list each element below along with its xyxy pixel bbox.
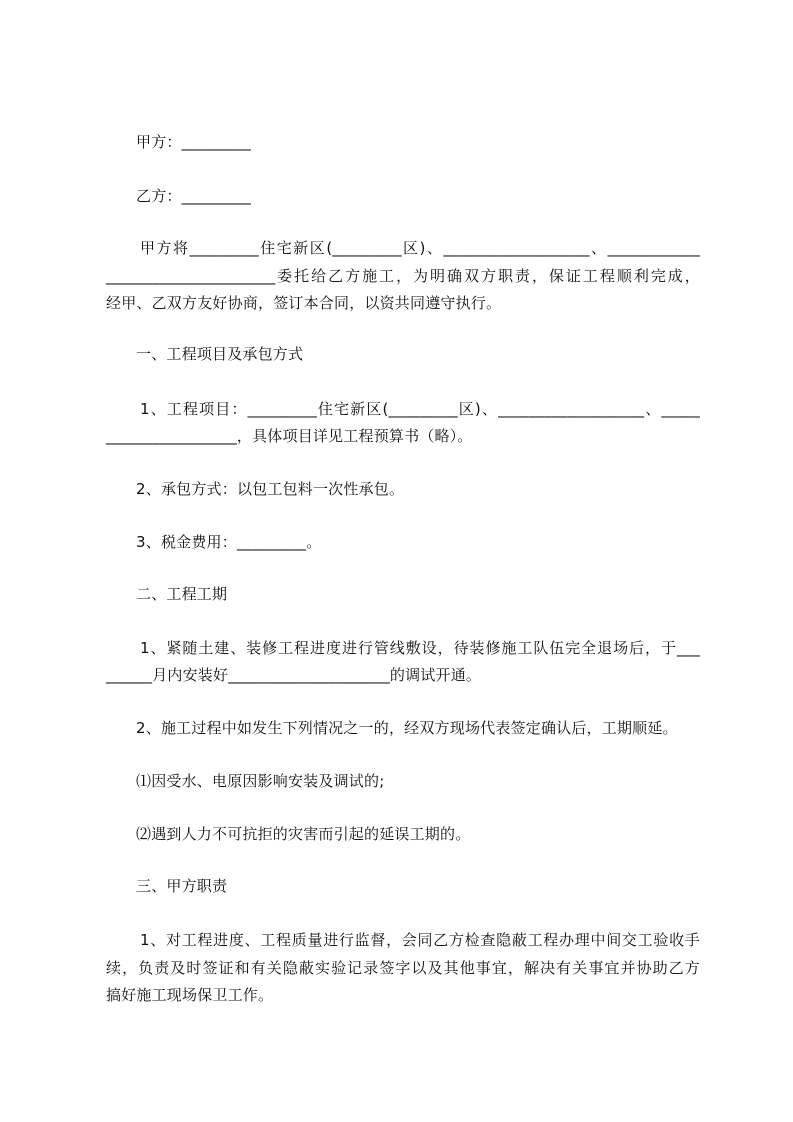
intro-paragraph-line-2: ______________________委托给乙方施工，为明确双方职责，保证工程顺利完成，	[106, 267, 700, 285]
section-3-heading: 三、甲方职责	[136, 877, 228, 895]
item-2-1-line-2: ______月内安装好_____________________的调试开通。	[106, 666, 482, 684]
item-1-1-line-2: _________________，具体项目详见工程预算书（略）。	[106, 427, 473, 445]
party-a-line: 甲方：_________	[136, 133, 251, 151]
item-2-2-b: ⑵遇到人力不可抗拒的灾害而引起的延误工期的。	[136, 825, 471, 843]
item-2-1-line-1: 1、紧随土建、装修工程进度进行管线敷设，待装修施工队伍完全退场后，于___	[140, 639, 700, 657]
item-3-1-line-3: 搞好施工现场保卫工作。	[106, 986, 274, 1004]
item-2-2: 2、施工过程中如发生下列情况之一的，经双方现场代表签定确认后，工期顺延。	[136, 719, 678, 737]
item-2-2-a: ⑴因受水、电原因影响安装及调试的;	[136, 772, 385, 790]
section-2-heading: 二、工程工期	[136, 585, 228, 603]
item-3-1-line-1: 1、对工程进度、工程质量进行监督，会同乙方检查隐蔽工程办理中间交工验收手	[140, 931, 700, 949]
item-1-3: 3、税金费用：_________。	[136, 533, 322, 551]
item-1-1-line-1: 1、工程项目：_________住宅新区(_________区)、___________________、_____	[140, 400, 700, 418]
item-3-1-line-2: 续，负责及时签证和有关隐蔽实验记录签字以及其他事宜，解决有关事宜并协助乙方	[106, 959, 700, 977]
item-1-2: 2、承包方式：以包工包料一次性承包。	[136, 480, 405, 498]
party-b-line: 乙方：_________	[136, 187, 251, 205]
intro-paragraph-line-3: 经甲、乙双方友好协商，签订本合同，以资共同遵守执行。	[106, 294, 502, 312]
section-1-heading: 一、工程项目及承包方式	[136, 345, 304, 363]
intro-paragraph-line-1: 甲方将_________住宅新区(_________区)、___________________、____________	[140, 239, 700, 257]
